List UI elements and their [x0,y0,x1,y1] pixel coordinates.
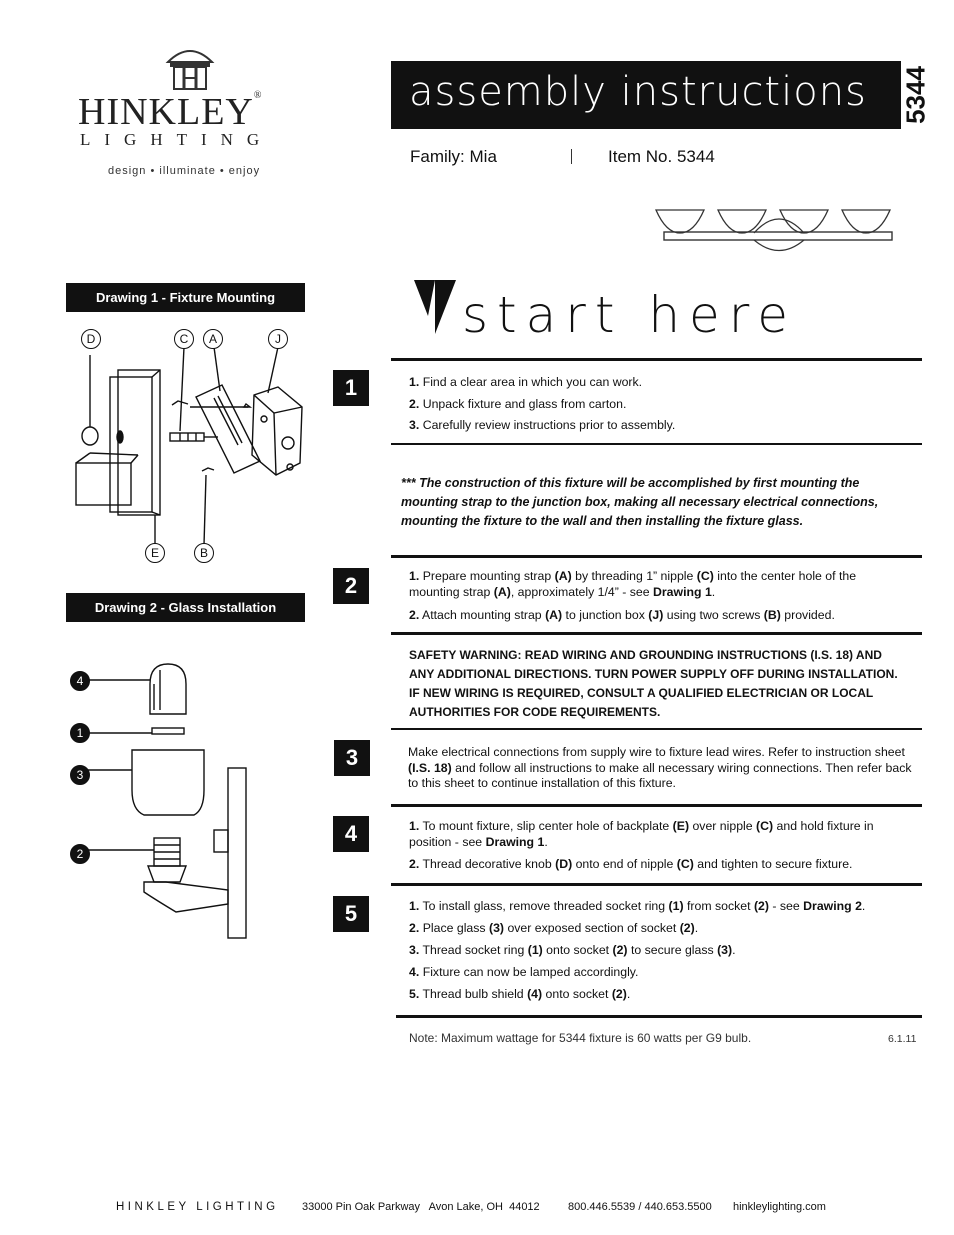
callout-B: B [194,543,214,563]
item-number-label: Item No. 5344 [608,147,715,166]
construction-note: *** The construction of this fixture will be accomplished by first mounting the mounting strap to the junction box, making all necessary electrical connections, mounting the fixture to the wall and then installing the fixture glass. [401,476,879,528]
step-number-3: 3 [334,740,370,776]
callout-C: C [174,329,194,349]
step1-line3: 3. Carefully review instructions prior to assembly. [409,418,676,432]
rule-note [396,1015,922,1018]
callout-4: 4 [70,671,90,691]
header-divider [571,149,572,164]
logo-subtitle: LIGHTING [80,130,274,149]
callout-2: 2 [70,844,90,864]
footer-phone: 800.446.5539 / 440.653.5500 [568,1201,712,1213]
rule-step2 [391,555,922,558]
vertical-item-number: 5344 [900,66,931,124]
callout-D: D [81,329,101,349]
wattage-note: Note: Maximum wattage for 5344 fixture is 60 watts per G9 bulb. [409,1031,752,1045]
callout-1: 1 [70,723,90,743]
revision-date: 6.1.11 [888,1033,917,1045]
step2-line1: 1. Prepare mounting strap (A) by threading 1” nipple (C) into the center hole of the mounting strap (A), approximately 1/4” - see Drawing 1. [409,569,857,599]
step5-line4: 4. Fixture can now be lamped accordingly. [409,965,639,979]
step-number-5: 5 [333,896,369,932]
footer-brand: HINKLEY LIGHTING [116,1201,279,1213]
start-here-heading: start here [462,286,798,344]
callout-E: E [145,543,165,563]
logo-tagline: design • illuminate • enjoy [108,165,261,177]
step-number-4: 4 [333,816,369,852]
rule-warning [391,632,922,635]
step5-line5: 5. Thread bulb shield (4) onto socket (2). [409,987,631,1001]
step4-line2: 2. Thread decorative knob (D) onto end of nipple (C) and tighten to secure fixture. [409,857,853,871]
start-arrow-icon [412,276,458,336]
logo-lantern-icon [160,44,220,92]
step-number-2: 2 [333,568,369,604]
title-banner: assembly instructions [391,61,901,129]
step-number-1: 1 [333,370,369,406]
logo-brand: HINKLEY® [78,90,263,133]
rule-step4 [391,804,922,807]
drawing2-glass-installation [70,660,260,942]
step4-line1: 1. To mount fixture, slip center hole of backplate (E) over nipple (C) and hold fixture in position - see Drawing 1. [409,819,874,849]
rule-step5 [391,883,922,886]
footer-website: hinkleylighting.com [733,1201,826,1213]
step5-line2: 2. Place glass (3) over exposed section of socket (2). [409,921,699,935]
drawing1-label: Drawing 1 - Fixture Mounting [66,283,305,312]
rule-step1 [391,358,922,361]
family-label: Family: Mia [410,147,497,166]
step1-text [409,372,909,437]
callout-3: 3 [70,765,90,785]
step5-text [409,895,919,1005]
step3-text: Make electrical connections from supply wire to fixture lead wires. Refer to instruction sheet (I.S. 18) and follow all instructions to make all necessary wiring connections. Then refer back to this sheet to continue installation of this fixture. [408,745,912,790]
callout-J: J [268,329,288,349]
step5-line1: 1. To install glass, remove threaded socket ring (1) from socket (2) - see Drawing 2. [409,899,866,913]
rule-step1-bottom [391,443,922,445]
step2-text [409,568,909,623]
step4-text [409,818,919,872]
safety-warning: SAFETY WARNING: READ WIRING AND GROUNDING INSTRUCTIONS (I.S. 18) AND ANY ADDITIONAL DIRECTIONS. TURN POWER SUPPLY OFF DURING INSTALLATION. IF NEW WIRING IS REQUIRED, CONSULT A QUALIFIED ELECTRICIAN OR LOCAL AUTHORITIES FOR CODE REQUIREMENTS. [409,648,898,719]
step1-line1: 1. Find a clear area in which you can work. [409,375,643,389]
footer-address: 33000 Pin Oak Parkway Avon Lake, OH 44012 [302,1201,540,1213]
callout-A: A [203,329,223,349]
step5-line3: 3. Thread socket ring (1) onto socket (2) to secure glass (3). [409,943,736,957]
step2-line2: 2. Attach mounting strap (A) to junction box (J) using two screws (B) provided. [409,608,835,622]
rule-step3 [391,728,922,730]
step1-line2: 2. Unpack fixture and glass from carton. [409,396,627,411]
fixture-thumbnail [654,205,909,255]
drawing1-fixture-mounting [68,325,308,570]
drawing2-label: Drawing 2 - Glass Installation [66,593,305,622]
